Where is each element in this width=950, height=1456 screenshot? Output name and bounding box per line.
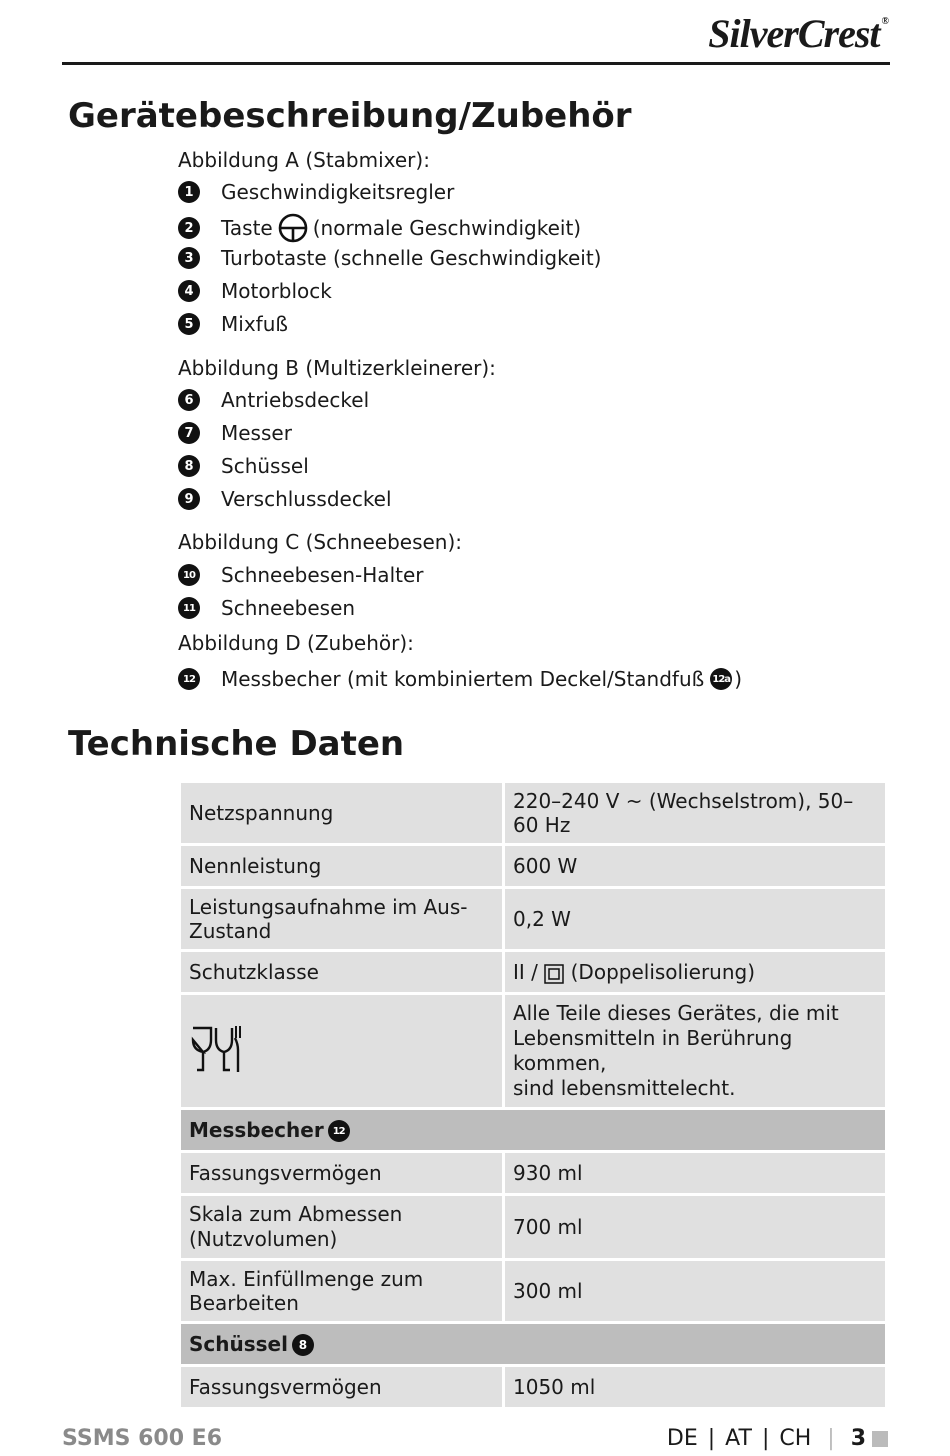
item-text: Messer — [221, 421, 292, 445]
item-number: 6 — [178, 389, 200, 411]
header-rule — [62, 62, 890, 65]
table-row — [181, 1261, 885, 1321]
footer-language-page — [667, 1426, 888, 1451]
table-row — [181, 846, 885, 886]
list-item — [178, 279, 332, 303]
table-row — [181, 952, 885, 992]
table-section-header — [181, 1324, 885, 1364]
item-text: Schneebesen — [221, 596, 356, 620]
list-item — [178, 667, 742, 691]
item-text: Turbotaste (schnelle Geschwindigkeit) — [221, 246, 602, 270]
table-row — [181, 889, 885, 949]
item-text: Schüssel — [221, 454, 309, 478]
registered-mark: ® — [881, 16, 888, 27]
list-item — [178, 454, 309, 478]
spec-label-line: Skala zum Abmessen — [189, 1202, 403, 1226]
spec-value-line: Lebensmitteln in Berührung kommen, — [513, 1026, 793, 1075]
section-heading-schuessel: Schüssel — [189, 1331, 288, 1356]
spec-value-line: sind lebensmittelecht. — [513, 1076, 736, 1100]
table-section-header — [181, 1110, 885, 1150]
speed-button-icon — [277, 213, 309, 243]
section-heading-reference: 8 — [292, 1334, 314, 1356]
section-title-description: Gerätebeschreibung/Zubehör — [68, 96, 632, 136]
protection-class-prefix: II / — [513, 960, 538, 984]
list-item — [178, 180, 454, 204]
item-number: 5 — [178, 313, 200, 335]
item-text: Antriebsdeckel — [221, 388, 370, 412]
table-row — [181, 783, 885, 843]
section-heading-reference: 12 — [328, 1120, 350, 1142]
list-item — [178, 596, 355, 620]
group-label-b: Abbildung B (Multizerkleinerer): — [178, 356, 496, 380]
item-text: Schneebesen-Halter — [221, 563, 424, 587]
item-number: 7 — [178, 422, 200, 444]
divider: | — [707, 1426, 716, 1451]
list-item — [178, 246, 602, 270]
page-marker-square — [872, 1431, 888, 1447]
spec-label: Leistungsaufnahme im Aus-Zustand — [181, 889, 502, 949]
spec-label: Fassungsvermögen — [181, 1153, 502, 1193]
lang-ch: CH — [779, 1426, 812, 1451]
item-number: 3 — [178, 247, 200, 269]
group-label-d: Abbildung D (Zubehör): — [178, 631, 414, 655]
spec-value: 930 ml — [505, 1153, 885, 1193]
section-title-specs: Technische Daten — [68, 724, 405, 764]
lang-at: AT — [725, 1426, 752, 1451]
page-number: 3 — [850, 1426, 866, 1451]
item-number: 10 — [178, 564, 200, 586]
item-text: Motorblock — [221, 279, 332, 303]
spec-value — [505, 952, 885, 992]
spec-label: Fassungsvermögen — [181, 1367, 502, 1407]
spec-value — [505, 995, 885, 1107]
item-reference-badge: 12a — [710, 668, 732, 690]
list-item — [178, 487, 392, 511]
spec-label: Nennleistung — [181, 846, 502, 886]
spec-value: 0,2 W — [505, 889, 885, 949]
table-row — [181, 1196, 885, 1258]
spec-icon-cell — [181, 995, 502, 1107]
spec-value: 1050 ml — [505, 1367, 885, 1407]
specs-table — [178, 780, 888, 1410]
table-row — [181, 1153, 885, 1193]
item-text: Taste — [221, 216, 273, 240]
divider: | — [761, 1426, 770, 1451]
item-text-suffix: ) — [734, 667, 743, 691]
item-number: 11 — [178, 597, 200, 619]
spec-label-line: (Nutzvolumen) — [189, 1227, 338, 1251]
double-insulation-icon — [544, 964, 564, 984]
spec-label: Schutzklasse — [181, 952, 502, 992]
item-number: 8 — [178, 455, 200, 477]
group-label-c: Abbildung C (Schneebesen): — [178, 530, 463, 554]
list-item — [178, 312, 288, 336]
lang-de: DE — [666, 1426, 698, 1451]
list-item — [178, 213, 581, 243]
spec-value: 600 W — [505, 846, 885, 886]
item-text: Geschwindigkeitsregler — [221, 180, 455, 204]
protection-class-suffix: (Doppelisolierung) — [570, 960, 756, 984]
item-text-suffix: (normale Geschwindigkeit) — [312, 216, 582, 240]
item-text: Verschlussdeckel — [221, 487, 392, 511]
item-text: Messbecher (mit kombiniertem Deckel/Standfuß — [221, 667, 705, 691]
item-number: 9 — [178, 488, 200, 510]
spec-label — [181, 1196, 502, 1258]
table-row — [181, 1367, 885, 1407]
list-item — [178, 388, 369, 412]
item-number: 4 — [178, 280, 200, 302]
spec-value-line: Alle Teile dieses Gerätes, die mit — [513, 1001, 839, 1025]
item-number: 12 — [178, 668, 200, 690]
item-number: 2 — [178, 217, 200, 239]
item-text: Mixfuß — [221, 312, 288, 336]
list-item — [178, 421, 292, 445]
section-heading-messbecher: Messbecher — [189, 1117, 324, 1142]
model-number: SSMS 600 E6 — [62, 1426, 223, 1451]
food-safe-icon — [189, 1022, 243, 1076]
item-number: 1 — [178, 181, 200, 203]
group-label-a: Abbildung A (Stabmixer): — [178, 148, 430, 172]
spec-label: Max. Einfüllmenge zum Bearbeiten — [181, 1261, 502, 1321]
brand-logo — [708, 10, 888, 57]
list-item — [178, 563, 424, 587]
spec-value: 700 ml — [505, 1196, 885, 1258]
divider: | — [827, 1426, 835, 1451]
spec-value: 220–240 V ~ (Wechselstrom), 50–60 Hz — [505, 783, 885, 843]
table-row — [181, 995, 885, 1107]
spec-label: Netzspannung — [181, 783, 502, 843]
brand-name: SilverCrest — [708, 11, 880, 56]
spec-value: 300 ml — [505, 1261, 885, 1321]
